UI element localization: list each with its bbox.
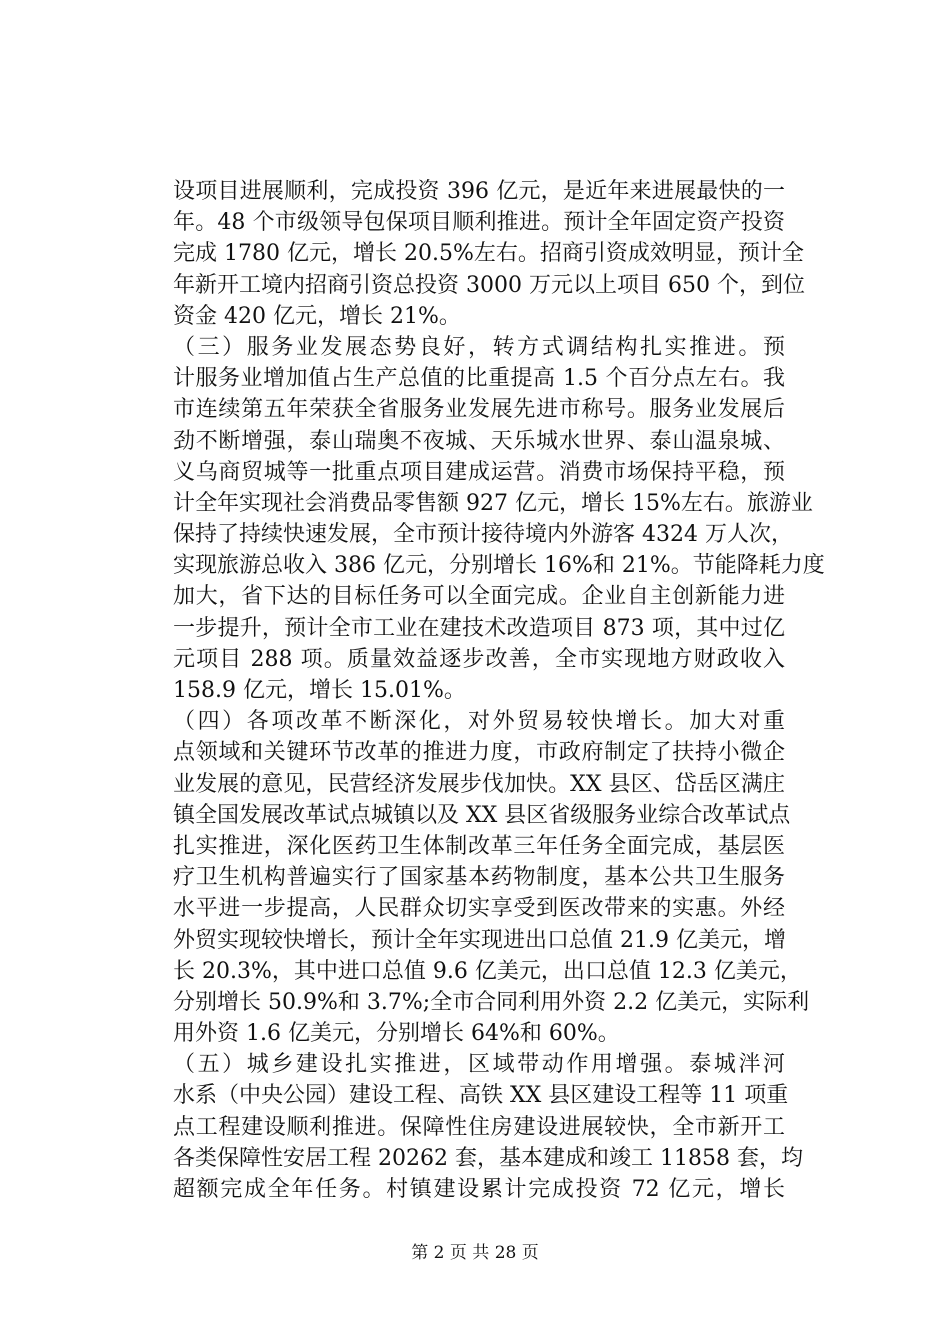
text-line: （四）各项改革不断深化，对外贸易较快增长。加大对重 — [173, 709, 785, 735]
text-line: 长 20.3%，其中进口总值 9.6 亿美元，出口总值 12.3 亿美元， — [173, 958, 802, 984]
text-line: 业发展的意见，民营经济发展步伐加快。XX 县区、岱岳区满庄 — [173, 771, 785, 797]
text-line: 年。48 个市级领导包保项目顺利推进。预计全年固定资产投资 — [173, 210, 785, 236]
text-line: 超额完成全年任务。村镇建设累计完成投资 72 亿元，增长 — [173, 1177, 785, 1202]
text-line: 点工程建设顺利推进。保障性住房建设进展较快，全市新开工 — [173, 1114, 785, 1140]
document-body — [173, 176, 825, 1205]
text-line: （五）城乡建设扎实推进，区域带动作用增强。泰城泮河 — [173, 1052, 785, 1078]
text-line: 年新开工境内招商引资总投资 3000 万元以上项目 650 个，到位 — [173, 272, 805, 298]
text-line: 计服务业增加值占生产总值的比重提高 1.5 个百分点左右。我 — [173, 366, 785, 392]
text-line: 镇全国发展改革试点城镇以及 XX 县区省级服务业综合改革试点 — [173, 802, 791, 828]
text-line: 水系（中央公园）建设工程、高铁 XX 县区建设工程等 11 项重 — [173, 1083, 789, 1109]
text-line: 资金 420 亿元，增长 21%。 — [173, 303, 461, 329]
text-line: 元项目 288 项。质量效益逐步改善，全市实现地方财政收入 — [173, 646, 785, 672]
text-line: 实现旅游总收入 386 亿元，分别增长 16%和 21%。节能降耗力度 — [173, 553, 825, 579]
text-line: 保持了持续快速发展，全市预计接待境内外游客 4324 万人次， — [173, 522, 793, 548]
text-line: 扎实推进，深化医药卫生体制改革三年任务全面完成，基层医 — [173, 833, 785, 859]
text-line: 一步提升，预计全市工业在建技术改造项目 873 项，其中过亿 — [173, 615, 785, 641]
text-line: 水平进一步提高，人民群众切实享受到医改带来的实惠。外经 — [173, 896, 785, 922]
text-line: 完成 1780 亿元，增长 20.5%左右。招商引资成效明显，预计全 — [173, 241, 804, 267]
text-line: 158.9 亿元，增长 15.01%。 — [173, 678, 466, 703]
text-line: 外贸实现较快增长，预计全年实现进出口总值 21.9 亿美元，增 — [173, 927, 786, 953]
text-line: （三）服务业发展态势良好，转方式调结构扎实推进。预 — [173, 334, 785, 360]
text-line: 用外资 1.6 亿美元，分别增长 64%和 60%。 — [173, 1021, 620, 1047]
text-line: 疗卫生机构普遍实行了国家基本药物制度，基本公共卫生服务 — [173, 865, 785, 891]
text-line: 分别增长 50.9%和 3.7%;全市合同利用外资 2.2 亿美元，实际利 — [173, 989, 810, 1015]
text-line: 劲不断增强，泰山瑞奥不夜城、天乐城水世界、泰山温泉城、 — [173, 428, 785, 454]
text-line: 市连续第五年荣获全省服务业发展先进市称号。服务业发展后 — [173, 397, 785, 423]
text-line: 设项目进展顺利，完成投资 396 亿元，是近年来进展最快的一 — [173, 179, 785, 204]
text-line: 加大，省下达的目标任务可以全面完成。企业自主创新能力进 — [173, 584, 785, 610]
text-line: 点领域和关键环节改革的推进力度，市政府制定了扶持小微企 — [173, 740, 785, 766]
text-line: 计全年实现社会消费品零售额 927 亿元，增长 15%左右。旅游业 — [173, 490, 813, 516]
page-number-footer: 第 2 页 共 28 页 — [411, 1243, 539, 1263]
text-line: 义乌商贸城等一批重点项目建成运营。消费市场保持平稳，预 — [173, 459, 785, 485]
text-line: 各类保障性安居工程 20262 套，基本建成和竣工 11858 套，均 — [173, 1145, 803, 1171]
